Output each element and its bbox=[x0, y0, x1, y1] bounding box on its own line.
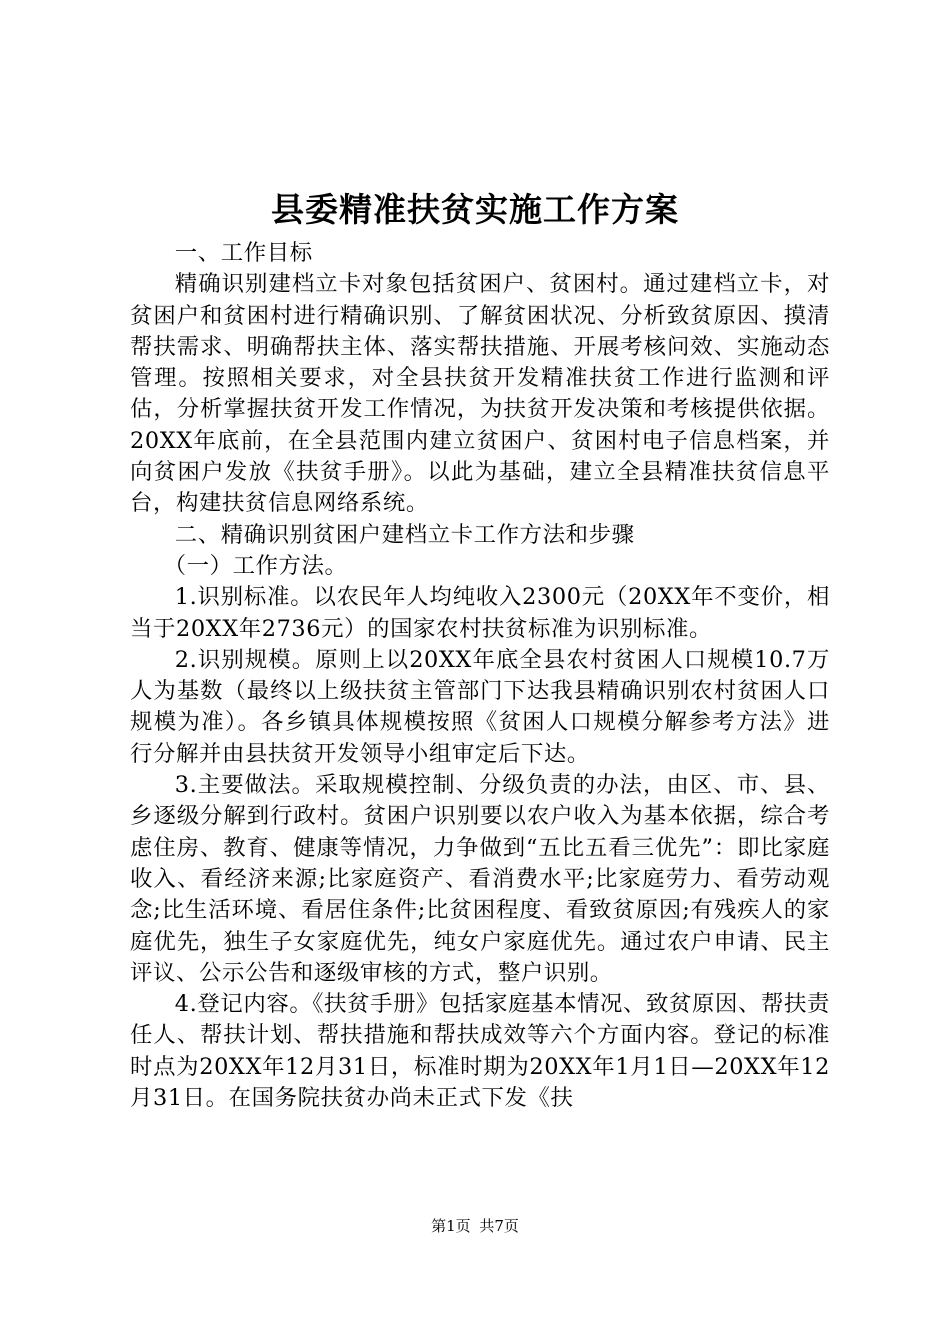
document-title: 县委精准扶贫实施工作方案 bbox=[271, 190, 679, 229]
paragraph-registration: 4.登记内容。《扶贫手册》包括家庭基本情况、致贫原因、帮扶责任人、帮扶计划、帮扶措施和帮扶成效等六个方面内容。登记的标准时点为20XX年12月31日，标准时期为20XX年1月1日—20XX年12月31日。在国务院扶贫办尚未正式下发《扶 bbox=[130, 991, 830, 1112]
paragraph-standard: 1.识别标准。以农民年人均纯收入2300元（20XX年不变价，相当于20XX年2736元）的国家农村扶贫标准为识别标准。 bbox=[130, 584, 830, 642]
page-footer bbox=[0, 1216, 950, 1236]
paragraph-scale: 2.识别规模。原则上以20XX年底全县农村贫困人口规模10.7万人为基数（最终以上级扶贫主管部门下达我县精确识别农村贫困人口规模为准）。各乡镇具体规模按照《贫困人口规模分解参考方法》进行分解并由县扶贫开发领导小组审定后下达。 bbox=[130, 646, 830, 767]
section-heading-methods: 二、精确识别贫困户建档立卡工作方法和步骤 bbox=[174, 521, 635, 548]
paragraph-approach: 3.主要做法。采取规模控制、分级负责的办法，由区、市、县、乡逐级分解到行政村。贫困户识别要以农户收入为基本依据，综合考虑住房、教育、健康等情况，力争做到“五比五看三优先”：即比家庭收入、看经济来源;比家庭资产、看消费水平;比家庭劳力、看劳动观念;比生活环境、看居住条件;比贫困程度、看致贫原因;有残疾人的家庭优先，独生子女家庭优先，纯女户家庭优先。通过农户申请、民主评议、公示公告和逐级审核的方式，整户识别。 bbox=[130, 772, 830, 986]
document-body bbox=[130, 238, 830, 1114]
paragraph-goals: 精确识别建档立卡对象包括贫困户、贫困村。通过建档立卡，对贫困户和贫困村进行精确识别、了解贫困状况、分析致贫原因、摸清帮扶需求、明确帮扶主体、落实帮扶措施、开展考核问效、实施动态管理。按照相关要求，对全县扶贫开发精准扶贫工作进行监测和评估，分析掌握扶贫开发工作情况，为扶贫开发决策和考核提供依据。20XX年底前，在全县范围内建立贫困户、贫困村电子信息档案，并向贫困户发放《扶贫手册》。以此为基础，建立全县精准扶贫信息平台，构建扶贫信息网络系统。 bbox=[130, 271, 830, 517]
section-heading-goals: 一、工作目标 bbox=[174, 240, 313, 266]
subsection-heading-methods: （一）工作方法。 bbox=[163, 552, 348, 579]
page-number-total: 共7页 bbox=[479, 1217, 519, 1235]
page-number-current: 第1页 bbox=[431, 1217, 471, 1235]
